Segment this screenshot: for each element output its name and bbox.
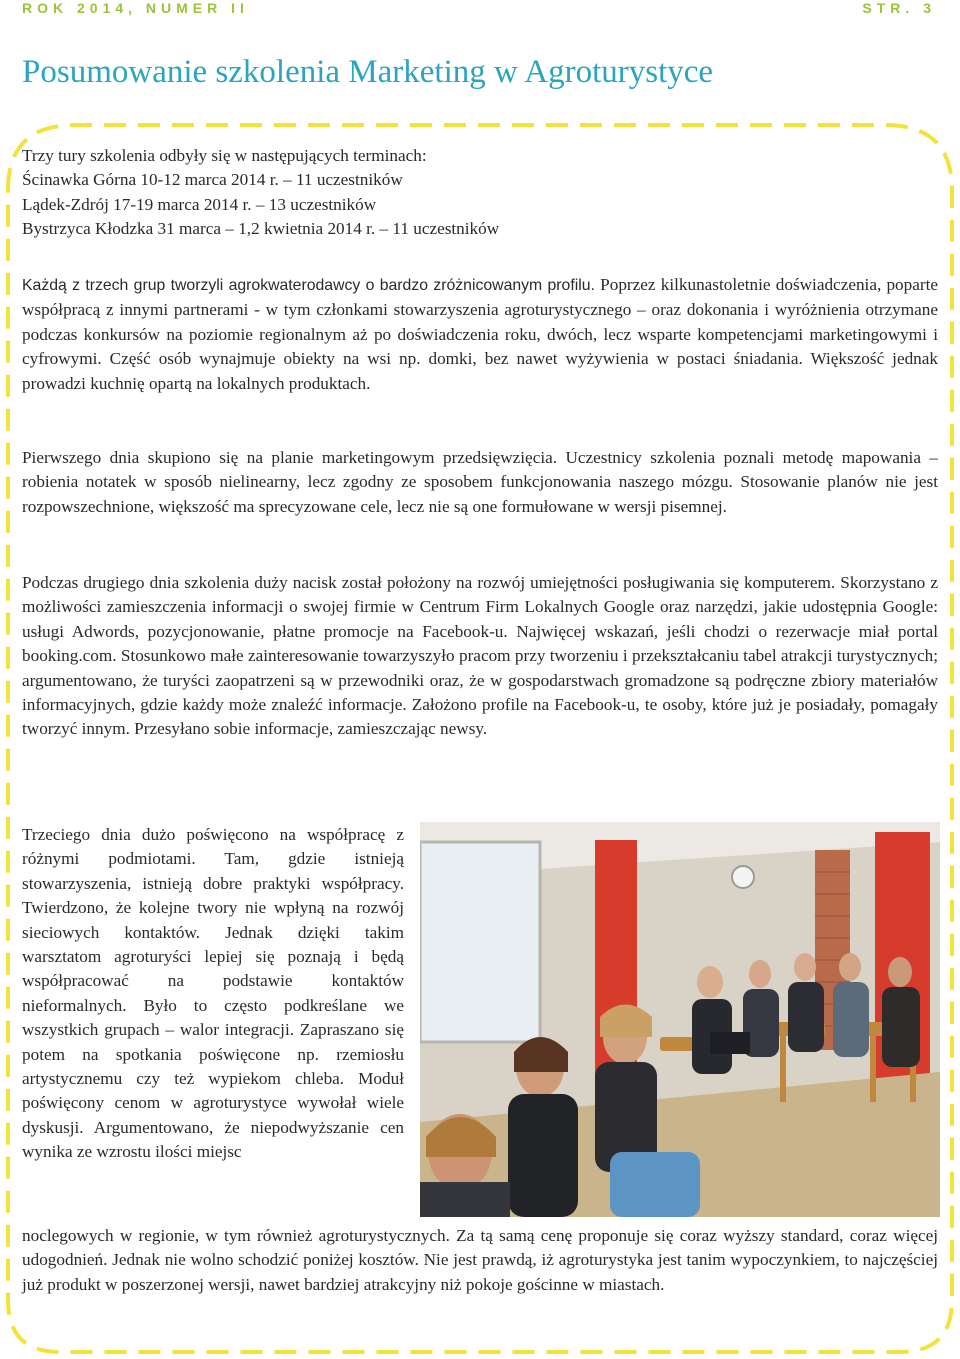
intro-line: Ścinawka Górna 10-12 marca 2014 r. – 11 uczestników xyxy=(22,170,403,190)
paragraph-lead: Każdą z trzech grup tworzyli agrokwaterodawcy o bardzo zróżnicowanym profilu. xyxy=(22,277,595,294)
intro-line: Bystrzyca Kłodzka 31 marca – 1,2 kwietnia 2014 r. – 11 uczestników xyxy=(22,219,500,239)
issue-label: ROK 2014, NUMER II xyxy=(22,0,249,16)
paragraph-day-three: Trzeciego dnia dużo poświęcono na współpracę z różnymi podmiotami. Tam, gdzie istnieją stowarzyszenia, istnieją dobre praktyki współpracy. Twierdzono, że kolejne twory nie wpłyną na rozwój sieciowych kontaktów. Jednak dzięki takim warsztatom agroturyści lepiej się poznają i będą współpracować na podstawie kontaktów nieformalnych. Było to często podkreślane we wszystkich grupach – walor integracji. Zapraszano się potem na spotkania poświęcone np. rzemiosłu artystycznemu czy też wypiekom chleba. Moduł poświęcony cenom w agroturystyce wywołał wiele dyskusji. Argumentowano, że niepodwyższanie cen wynika ze wzrostu ilości miejsc xyxy=(22,825,404,1162)
paragraph-pricing: noclegowych w regionie, w tym również agroturystycznych. Za tą samą cenę proponuje się coraz wyższy standard, coraz więcej udogodnień. Jednak nie wolno schodzić poniżej kosztów. Nie jest prawdą, iż agroturystyka jest tanim wypoczynkiem, to najczęściej już produkt w poszerzonej wersji, nawet bardziej atrakcyjny niż pokoje gościnne w miastach. xyxy=(22,1226,938,1294)
article-title: Posumowanie szkolenia Marketing w Agroturystyce xyxy=(22,54,714,90)
training-dates xyxy=(22,144,938,242)
paragraph-body: Poprzez kilkunastoletnie doświadczenia, poparte współpracą z innymi partnerami - w tym członkami stowarzyszenia agroturystycznego – oraz dokonania i wyróżnienia otrzymane podczas konkursów na poziomie regionalnym aż po doświadczenia roku, dwóch, lecz wsparte kompetencjami marketingowymi i cyfrowymi. Część osób wynajmuje obiekty na wsi np. domki, bez nawet wyżywienia w postaci śniadania. Większość jednak prowadzi kuchnię opartą na lokalnych produktach. xyxy=(22,275,939,393)
intro-line: Lądek-Zdrój 17-19 marca 2014 r. – 13 uczestników xyxy=(22,194,377,214)
training-photo-illustration xyxy=(420,822,940,1217)
paragraph-day-two: Podczas drugiego dnia szkolenia duży nacisk został położony na rozwój umiejętności posługiwania się komputerem. Skorzystano z możliwości zamieszczenia informacji o swojej firmie w Centrum Firm Lokalnych Google oraz narzędzi, jakie udostępnia Google: usługi Adwords, pozycjonowanie, płatne promocje na Facebook-u. Najwięcej wskazań, jeśli chodzi o rezerwacje miał portal booking.com. Stosunkowo małe zainteresowanie towarzyszyło pracom przy tworzeniu i przekształcaniu tabel atrakcji turystycznych; argumentowano, że turyści zaopatrzeni są w przewodniki oraz, że w gospodarstwach gromadzone są podręczne zbiory materiałów informacyjnych, gdzie każdy może znaleźć informacje. Założono profile na Facebook-u, te osoby, które już je posiadały, pomagały tworzyć innym. Przesyłano sobie informacje, zamieszczając newsy. xyxy=(22,573,938,739)
intro-line: Trzy tury szkolenia odbyły się w następujących terminach: xyxy=(22,146,427,165)
running-header xyxy=(22,0,936,16)
page-number: STR. 3 xyxy=(862,0,936,16)
paragraph-profile xyxy=(22,273,938,396)
paragraph-day-one: Pierwszego dnia skupiono się na planie marketingowym przedsięwzięcia. Uczestnicy szkolenia poznali metodę mapowania – robienia notatek w sposób nielinearny, lecz zgodny ze sposobem funkcjonowania naszego mózgu. Stosowanie planów nie jest rozpowszechnione, większość ma sprecyzowane cele, lecz nie są one formułowane w wersji pisemnej. xyxy=(22,448,938,516)
training-photo xyxy=(420,822,940,1217)
